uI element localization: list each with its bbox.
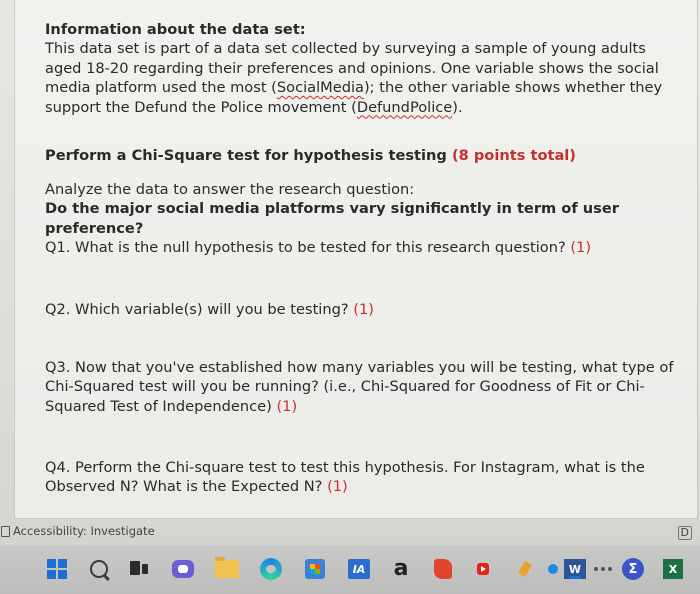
windows-icon	[47, 559, 67, 579]
sigma-icon: Σ	[622, 558, 644, 580]
task-view-button[interactable]	[126, 556, 152, 582]
ia-app-button[interactable]	[346, 556, 372, 582]
more-icon	[594, 567, 612, 571]
accessibility-label: Accessibility: Investigate	[13, 524, 155, 538]
var-socialmedia: SocialMedia	[276, 79, 364, 97]
amazon-button[interactable]	[388, 556, 414, 582]
info-text-1: This data set is part of a data set collected by surveying a sample of young adults aged 18-20 regarding their preferences and opinions. One variable shows the social media platform used the most (	[45, 40, 659, 97]
question-2	[45, 300, 374, 319]
task-heading-text: Perform a Chi-Square test for hypothesis testing	[45, 147, 447, 164]
question-1	[45, 238, 591, 257]
info-heading: Information about the data set:	[45, 21, 306, 38]
question-2-points: (1)	[353, 301, 374, 318]
store-icon	[305, 559, 325, 579]
page-view-icon[interactable]	[678, 526, 692, 540]
folder-icon	[215, 560, 239, 578]
active-indicator	[569, 576, 581, 579]
excel-icon: X	[663, 559, 683, 579]
taskbar	[0, 546, 700, 594]
amazon-icon: a	[393, 556, 409, 581]
question-3	[45, 358, 675, 416]
research-section	[45, 180, 675, 238]
var-defundpolice: DefundPolice	[356, 98, 453, 116]
file-explorer-button[interactable]	[214, 556, 240, 582]
info-paragraph	[45, 39, 675, 117]
word-icon: W	[564, 559, 586, 579]
sigma-app-button[interactable]	[620, 556, 646, 582]
analyze-line: Analyze the data to answer the research question:	[45, 181, 415, 198]
question-3-text: Q3. Now that you've established how many variables you will be testing, what type of Chi-Squared test will you be running? (i.e., Chi-Squared for Goodness of Fit or Chi-Squared Test of Independence)	[45, 359, 674, 415]
task-points: (8 points total)	[451, 147, 576, 164]
youtube-button[interactable]	[470, 556, 496, 582]
word-button[interactable]	[562, 556, 588, 582]
ia-app-icon: IA	[348, 559, 370, 579]
chat-button[interactable]	[170, 556, 196, 582]
question-1-text: Q1. What is the null hypothesis to be tested for this research question?	[45, 239, 566, 256]
task-view-icon	[130, 561, 148, 577]
info-section	[45, 20, 675, 117]
question-2-text: Q2. Which variable(s) will you be testing?	[45, 301, 349, 318]
question-4	[45, 458, 675, 497]
question-1-points: (1)	[570, 239, 592, 256]
chat-icon	[172, 560, 194, 578]
task-heading	[45, 146, 576, 165]
info-text-3: ).	[452, 98, 463, 116]
page-view-label: D	[680, 526, 689, 539]
start-button[interactable]	[44, 556, 70, 582]
more-apps-button[interactable]	[590, 556, 616, 582]
accessibility-icon	[0, 526, 10, 536]
question-4-text: Q4. Perform the Chi-square test to test this hypothesis. For Instagram, what is the Observed N? What is the Expected N?	[45, 459, 645, 496]
office-icon	[434, 559, 452, 579]
question-3-points: (1)	[276, 397, 298, 415]
store-button[interactable]	[302, 556, 328, 582]
research-question: Do the major social media platforms vary significantly in term of user preference?	[45, 200, 619, 237]
edge-icon	[260, 558, 282, 580]
document-page	[14, 0, 698, 519]
question-4-points: (1)	[327, 478, 348, 496]
info-text-2: ); the other variable shows whether they support the Defund the Police movement (	[45, 79, 663, 116]
pin-app-button[interactable]	[512, 556, 538, 582]
excel-button[interactable]	[660, 556, 686, 582]
dot-icon	[548, 564, 558, 574]
play-icon	[477, 563, 489, 575]
search-button[interactable]	[86, 556, 112, 582]
office-button[interactable]	[430, 556, 456, 582]
edge-button[interactable]	[258, 556, 284, 582]
search-icon	[90, 560, 108, 578]
task-heading-row	[45, 146, 576, 165]
accessibility-status[interactable]	[0, 524, 155, 538]
pin-icon	[518, 561, 532, 577]
